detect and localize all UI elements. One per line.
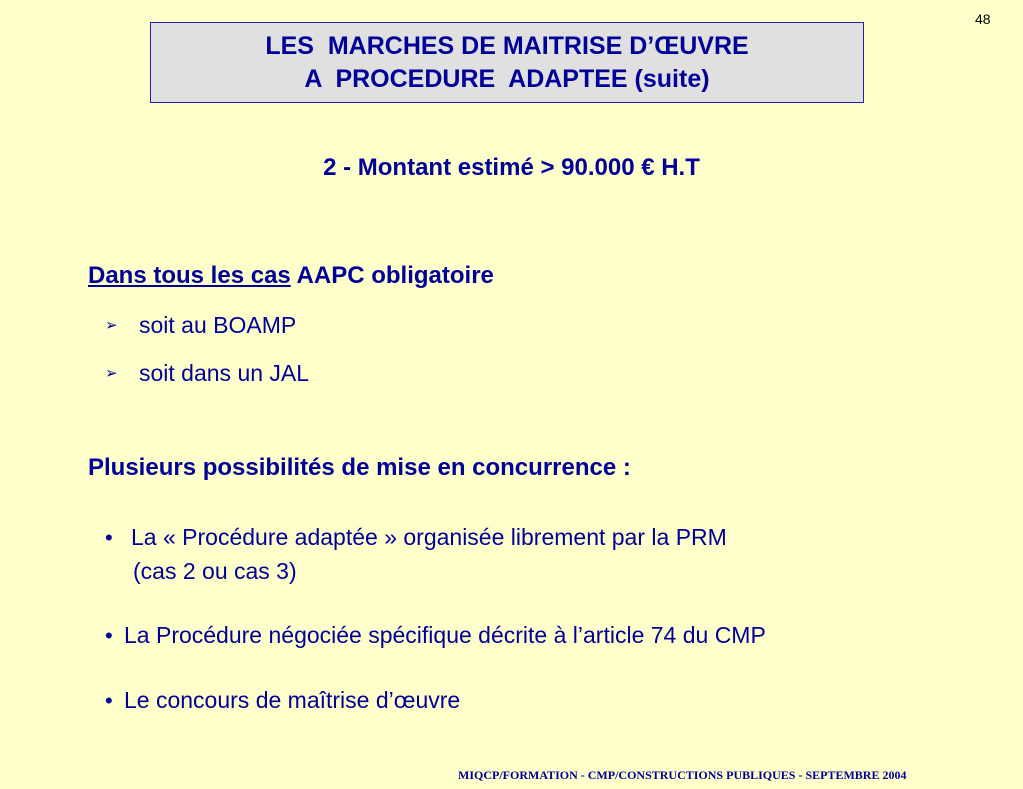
page-number: 48 xyxy=(975,11,991,27)
list-item-continuation: (cas 2 ou cas 3) xyxy=(133,558,297,584)
dot-bullet-icon: • xyxy=(105,623,113,648)
list-item-text: La Procédure négociée spécifique décrite à l’article 74 du CMP xyxy=(124,622,766,648)
list-item xyxy=(105,522,727,553)
section-heading-concurrence: Plusieurs possibilités de mise en concurrence : xyxy=(88,454,631,481)
slide-title-box xyxy=(150,22,864,103)
section-heading-underlined: Dans tous les cas xyxy=(88,262,291,289)
list-item-text: Le concours de maîtrise d’œuvre xyxy=(124,687,461,713)
dot-bullet-icon: • xyxy=(105,688,113,713)
section-heading-aapc xyxy=(88,262,494,290)
slide-footer: MIQCP/FORMATION - CMP/CONSTRUCTIONS PUBLIQUES - SEPTEMBRE 2004 xyxy=(458,768,907,782)
dot-bullet-icon: • xyxy=(105,525,113,550)
list-item xyxy=(105,685,460,716)
arrow-bullet-icon: ➢ xyxy=(105,365,118,382)
list-item-text: soit dans un JAL xyxy=(139,360,310,386)
list-item xyxy=(105,360,309,387)
slide-subtitle: 2 - Montant estimé > 90.000 € H.T xyxy=(323,154,700,181)
arrow-bullet-icon: ➢ xyxy=(105,317,118,334)
list-item xyxy=(105,620,766,651)
list-item-text: soit au BOAMP xyxy=(139,312,297,338)
list-item-text: La « Procédure adaptée » organisée librement par la PRM xyxy=(131,524,727,550)
slide-title-line-1: LES MARCHES DE MAITRISE D’ŒUVRE xyxy=(265,32,749,60)
list-item xyxy=(105,312,296,339)
slide-title-line-2: A PROCEDURE ADAPTEE (suite) xyxy=(304,65,710,93)
section-heading-rest: AAPC obligatoire xyxy=(296,262,494,289)
